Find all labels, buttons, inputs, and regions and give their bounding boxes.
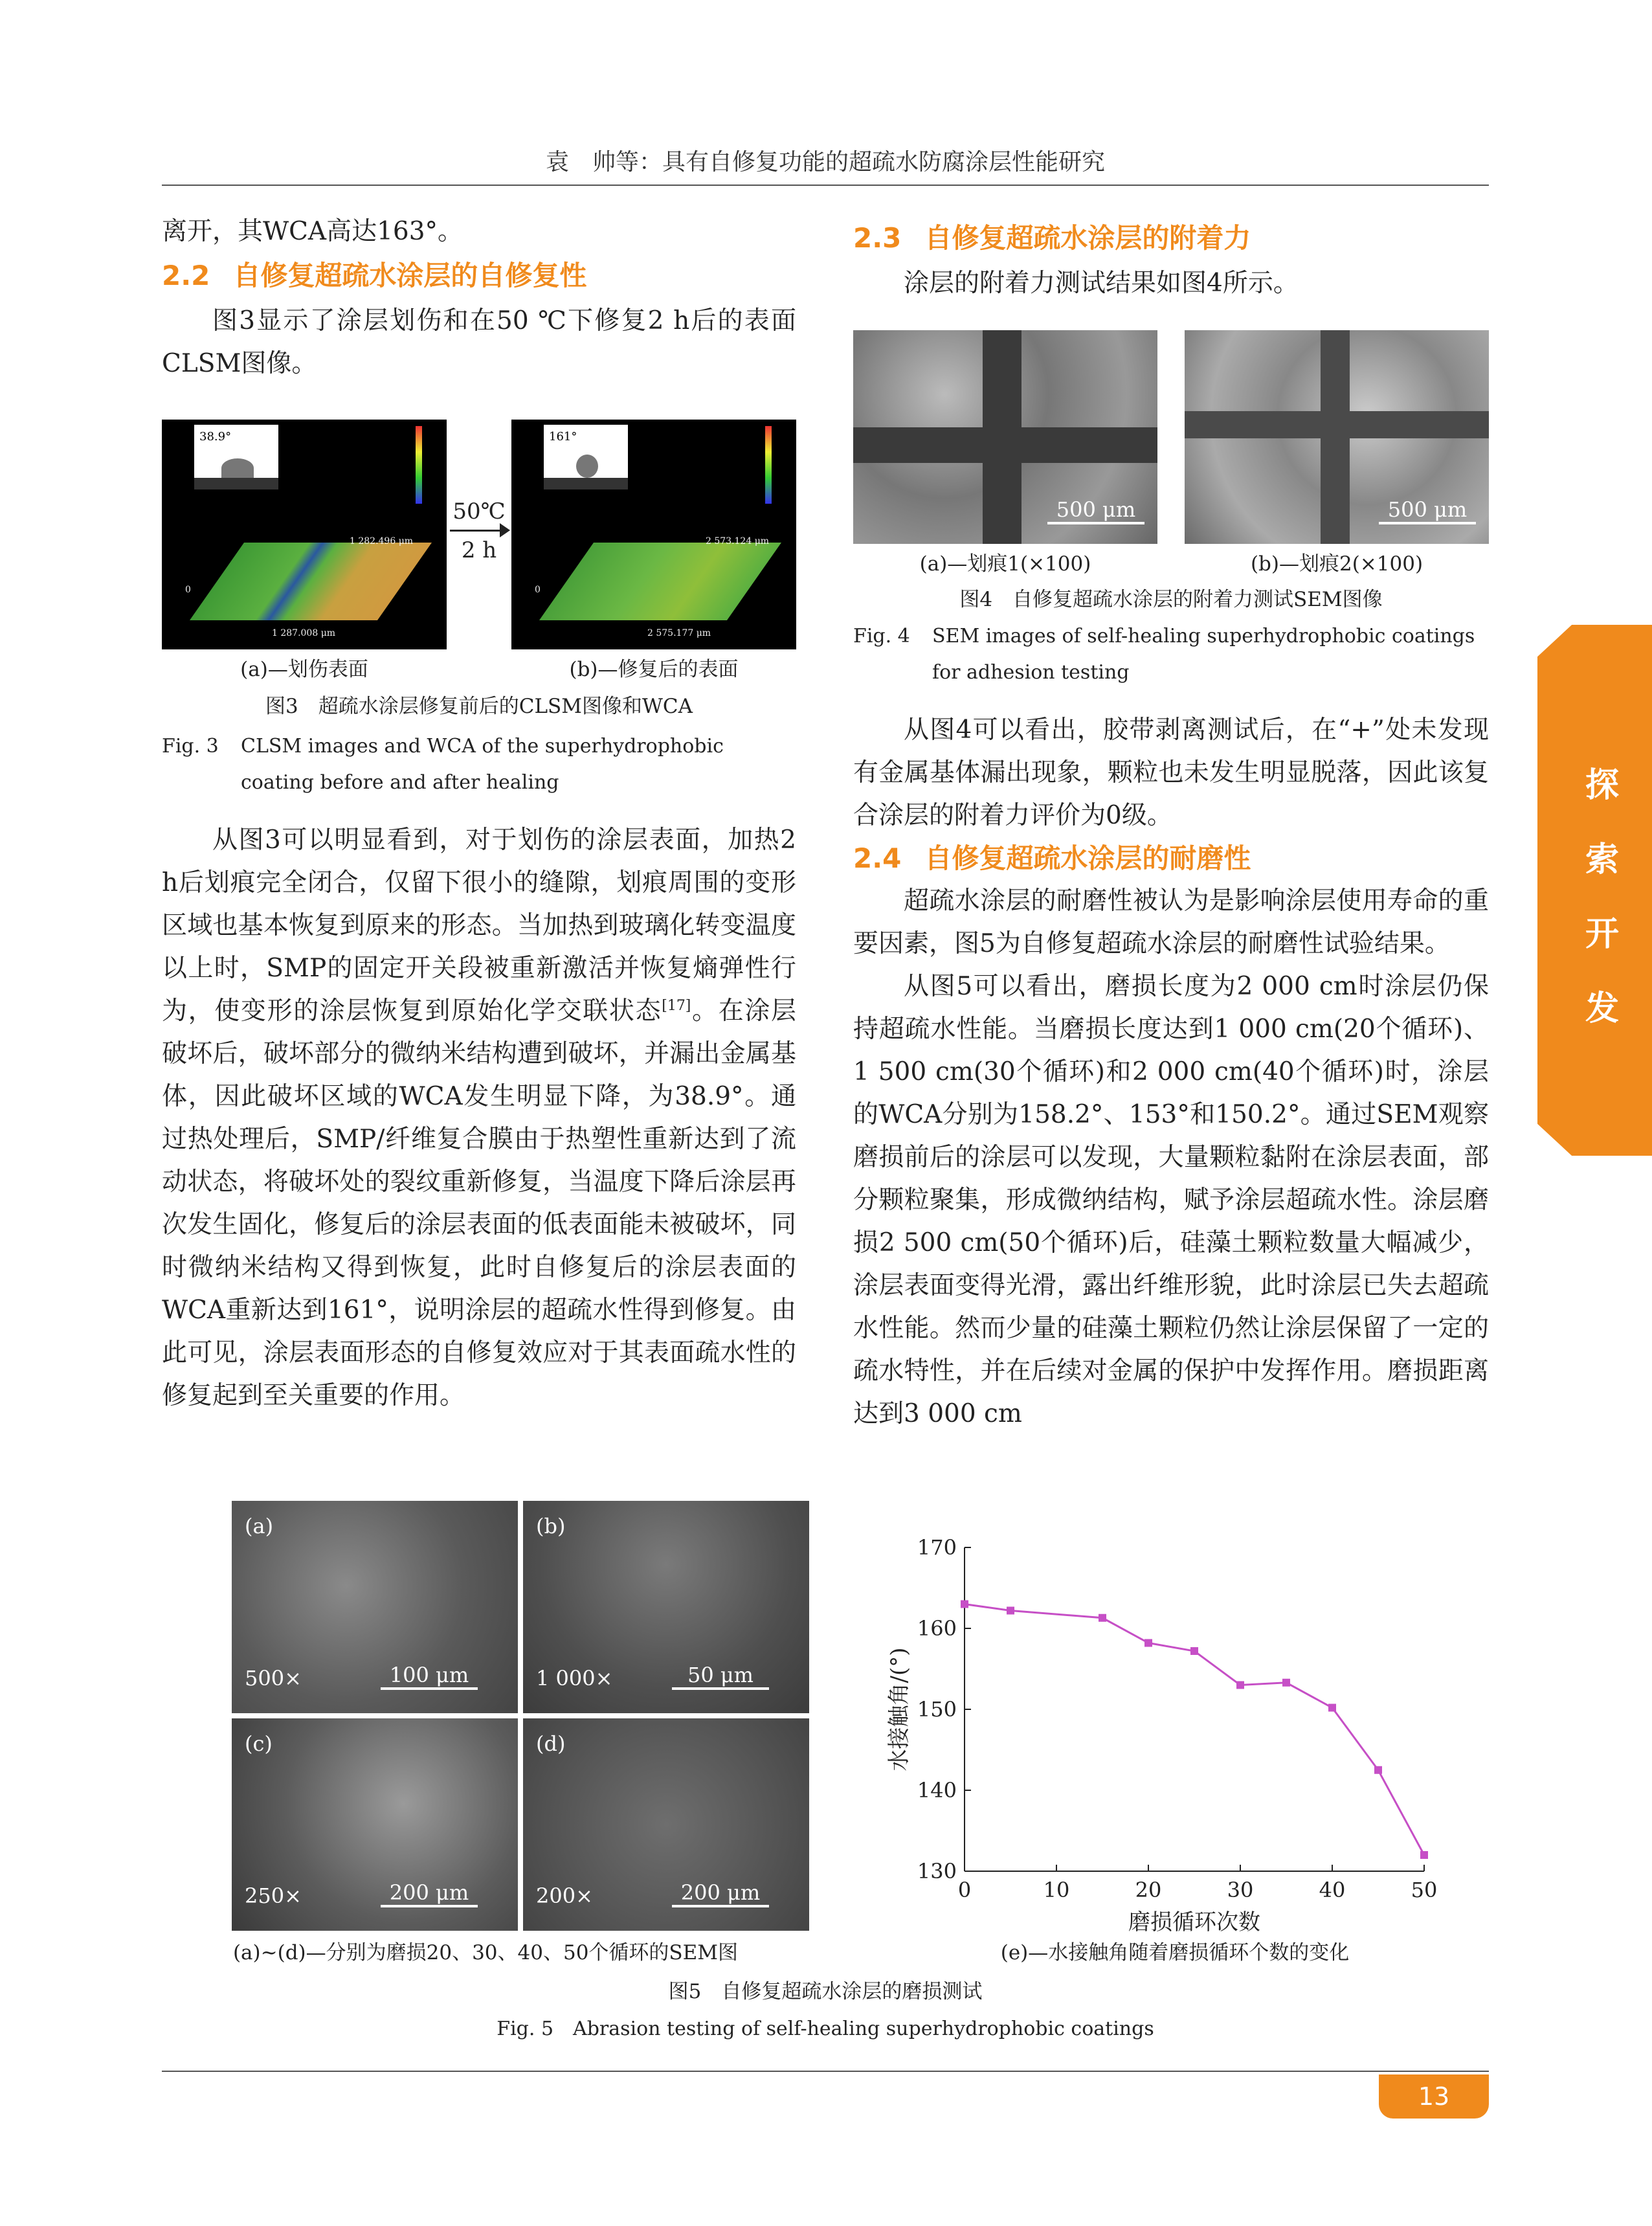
dimension-label: 2 575.177 μm xyxy=(647,628,711,638)
side-tab-char: 探 xyxy=(1585,766,1619,805)
sem-panel-b xyxy=(523,1501,809,1713)
section-title: 自修复超疏水涂层的自修复性 xyxy=(233,260,587,291)
fig3-subcaption-b: (b)—修复后的表面 xyxy=(569,658,739,681)
wca-droplet-inset xyxy=(194,425,278,489)
data-point xyxy=(1282,1679,1290,1687)
y-tick-label: 170 xyxy=(917,1535,957,1560)
wca-vs-abrasion-chart xyxy=(880,1535,1463,1936)
citation-ref: [17] xyxy=(662,998,691,1014)
scale-bar: 500 μm xyxy=(1047,497,1144,524)
droplet-icon xyxy=(221,458,254,478)
paragraph-text: 从图3可以明显看到，对于划伤的涂层表面，加热2 h后划痕完全闭合，仅留下很小的缝隙，划痕周围的变形区域也基本恢复到原来的形态。当加热到玻璃化转变温度以上时，SMP的固定开关段被重新激活并恢复熵弹性行为，使变形的涂层恢复到原始化学交联状态 xyxy=(162,826,796,1026)
side-tab-char: 索 xyxy=(1585,840,1619,879)
wca-value: 38.9° xyxy=(199,430,232,444)
x-axis-label: 磨损循环次数 xyxy=(1128,1909,1260,1935)
healed-surface xyxy=(539,543,781,620)
side-tab-char: 发 xyxy=(1585,989,1619,1028)
y-tick-label: 140 xyxy=(917,1778,957,1803)
sem-image-scratch-1 xyxy=(853,330,1157,544)
fig5-subcaption-ad: (a)~(d)—分别为磨损20、30、40、50个循环的SEM图 xyxy=(232,1941,739,1964)
substrate xyxy=(544,478,628,489)
sem-image-scratch-2 xyxy=(1185,330,1489,544)
fig5-subcaption-e: (e)—水接触角随着磨损循环个数的变化 xyxy=(1000,1941,1350,1964)
magnification-label: 1 000× xyxy=(536,1666,613,1691)
chart-ticks xyxy=(917,1535,1437,1902)
section-side-tab-text xyxy=(1554,758,1651,1029)
sem-panel-a xyxy=(232,1501,518,1713)
paragraph: 从图5可以看出，磨损长度为2 000 cm时涂层仍保持超疏水性能。当磨损长度达到1 000 cm(20个循环)、1 500 cm(30个循环)和2 000 cm(40个循环)时，涂层的WCA分别为158.2°、153°和150.2°。通过SEM观察磨损前后的涂层可以发现，大量颗粒黏附在涂层表面，部分颗粒聚集，形成微纳结构，赋予涂层超疏水性。涂层磨损2 500 cm(50个循环)后，硅藻土颗粒数量大幅减少，涂层表面变得光滑，露出纤维形貌，此时涂层已失去超疏水性能。然而少量的硅藻土颗粒仍然让涂层保留了一定的疏水特性，并在后续对金属的保护中发挥作用。磨损距离达到3 000 cm xyxy=(853,972,1489,1428)
section-heading-2-3 xyxy=(853,217,1489,260)
fig4-subcaption-b: (b)—划痕2(×100) xyxy=(1250,552,1423,576)
left-column-top xyxy=(162,210,796,385)
running-header: 袁 帅等：具有自修复功能的超疏水防腐涂层性能研究 xyxy=(545,149,1105,175)
section-title: 自修复超疏水涂层的耐磨性 xyxy=(924,842,1251,874)
droplet-icon xyxy=(576,455,598,478)
y-axis-label: 水接触角/(°) xyxy=(886,1647,912,1771)
section-heading-2-4 xyxy=(853,837,1489,880)
fig3-caption-en xyxy=(162,728,796,801)
data-point xyxy=(1328,1704,1336,1712)
fig4-subcaption-a: (a)—划痕1(×100) xyxy=(919,552,1091,576)
caption-label: Fig. 3 xyxy=(162,735,219,758)
page-number: 13 xyxy=(1379,2074,1489,2119)
footer-rule xyxy=(162,2071,1489,2072)
x-tick-label: 0 xyxy=(957,1878,972,1902)
color-scale-bar xyxy=(765,426,772,504)
x-tick-label: 40 xyxy=(1319,1878,1346,1902)
dimension-label: 1 282.496 μm xyxy=(350,536,414,546)
dimension-label: 1 287.008 μm xyxy=(272,628,336,638)
magnification-label: 250× xyxy=(245,1883,302,1908)
dimension-label: 2 573.124 μm xyxy=(706,536,770,546)
sem-panel-d xyxy=(523,1718,809,1931)
caption-label: Fig. 4 xyxy=(853,625,910,647)
section-number: 2.2 xyxy=(162,260,210,291)
paragraph: 超疏水涂层的耐磨性被认为是影响涂层使用寿命的重要因素，图5为自修复超疏水涂层的耐磨性试验结果。 xyxy=(853,886,1489,958)
y-tick-label: 150 xyxy=(917,1697,957,1722)
scale-bar: 200 μm xyxy=(381,1880,478,1907)
data-point xyxy=(1007,1607,1014,1615)
y-tick-label: 160 xyxy=(917,1616,957,1641)
data-point xyxy=(1236,1681,1244,1689)
side-tab-char: 开 xyxy=(1585,915,1619,954)
arrow-condition-bottom: 2 h xyxy=(461,537,497,563)
color-scale-bar xyxy=(416,426,422,504)
paragraph: 从图4可以看出，胶带剥离测试后，在“+”处未发现有金属基体漏出现象，颗粒也未发生明显脱落，因此该复合涂层的附着力评价为0级。 xyxy=(853,715,1489,830)
fig5-caption-en: Fig. 5 Abrasion testing of self-healing superhydrophobic coatings xyxy=(497,2018,1154,2040)
panel-label: (b) xyxy=(536,1514,566,1538)
data-point xyxy=(1144,1639,1152,1647)
scale-bar: 200 μm xyxy=(672,1880,769,1907)
scratch-line-horizontal xyxy=(853,427,1157,463)
data-point xyxy=(1420,1851,1428,1859)
axis-zero-label: 0 xyxy=(185,585,191,595)
scale-bar: 50 μm xyxy=(672,1663,769,1690)
series-line xyxy=(965,1604,1424,1856)
section-number: 2.4 xyxy=(853,842,902,874)
section-number: 2.3 xyxy=(853,222,902,254)
data-point xyxy=(961,1601,968,1608)
scratch-line-horizontal xyxy=(1185,411,1489,438)
magnification-label: 200× xyxy=(536,1883,593,1908)
section-title: 自修复超疏水涂层的附着力 xyxy=(924,222,1251,254)
x-tick-label: 10 xyxy=(1043,1878,1070,1902)
paragraph: 离开，其WCA高达163°。 xyxy=(162,217,463,246)
wca-droplet-inset xyxy=(544,425,628,489)
clsm-image-healed xyxy=(511,420,796,649)
caption-text: CLSM images and WCA of the superhydrophobic coating before and after healing xyxy=(241,735,724,794)
paragraph xyxy=(162,819,796,1417)
arrow-condition-top: 50℃ xyxy=(452,499,506,524)
panel-label: (a) xyxy=(245,1514,274,1538)
paragraph-text: 。在涂层破坏后，破坏部分的微纳米结构遭到破坏，并漏出金属基体，因此破坏区域的WCA发生明显下降，为38.9°。通过热处理后，SMP/纤维复合膜由于热塑性重新达到了流动状态，将破坏处的裂纹重新修复，当温度下降后涂层再次发生固化，修复后的涂层表面的低表面能未被破坏，同时微纳米结构又得到恢复，此时自修复后的涂层表面的WCA重新达到161°，说明涂层的超疏水性得到修复。由此可见，涂层表面形态的自修复效应对于其表面疏水性的修复起到至关重要的作用。 xyxy=(162,996,796,1410)
substrate xyxy=(194,478,278,489)
fig3-subcaption-a: (a)—划伤表面 xyxy=(240,658,368,681)
paragraph: 涂层的附着力测试结果如图4所示。 xyxy=(904,269,1299,298)
paragraph: 图3显示了涂层划伤和在50 ℃下修复2 h后的表面CLSM图像。 xyxy=(162,306,796,378)
left-column-body xyxy=(162,819,796,1417)
caption-text: SEM images of self-healing superhydrophobic coatings for adhesion testing xyxy=(932,625,1475,684)
wca-value: 161° xyxy=(549,430,577,444)
right-column-body xyxy=(853,709,1489,1435)
x-tick-label: 50 xyxy=(1411,1878,1438,1902)
panel-label: (d) xyxy=(536,1731,566,1756)
scale-bar: 100 μm xyxy=(381,1663,478,1690)
arrow-head-icon xyxy=(500,523,510,537)
fig4-caption-cn: 图4 自修复超疏水涂层的附着力测试SEM图像 xyxy=(959,588,1383,611)
chart-axes xyxy=(965,1547,1424,1871)
chart-series xyxy=(961,1601,1428,1860)
header-rule xyxy=(162,185,1489,186)
fig3-caption-cn: 图3 超疏水涂层修复前后的CLSM图像和WCA xyxy=(265,695,693,718)
data-point xyxy=(1099,1614,1106,1622)
data-point xyxy=(1190,1647,1198,1655)
x-tick-label: 30 xyxy=(1227,1878,1254,1902)
clsm-image-scratched xyxy=(162,420,447,649)
fig5-caption-cn: 图5 自修复超疏水涂层的磨损测试 xyxy=(668,1980,983,2003)
x-tick-label: 20 xyxy=(1135,1878,1162,1902)
fig4-caption-en xyxy=(853,618,1489,691)
scratched-surface xyxy=(190,543,432,620)
axis-zero-label: 0 xyxy=(535,585,541,595)
section-heading-2-2 xyxy=(162,254,796,297)
y-tick-label: 130 xyxy=(917,1859,957,1883)
scale-bar: 500 μm xyxy=(1379,497,1476,524)
sem-panel-c xyxy=(232,1718,518,1931)
magnification-label: 500× xyxy=(245,1666,302,1691)
right-column-top xyxy=(853,217,1489,305)
data-point xyxy=(1374,1766,1382,1774)
panel-label: (c) xyxy=(245,1731,273,1756)
